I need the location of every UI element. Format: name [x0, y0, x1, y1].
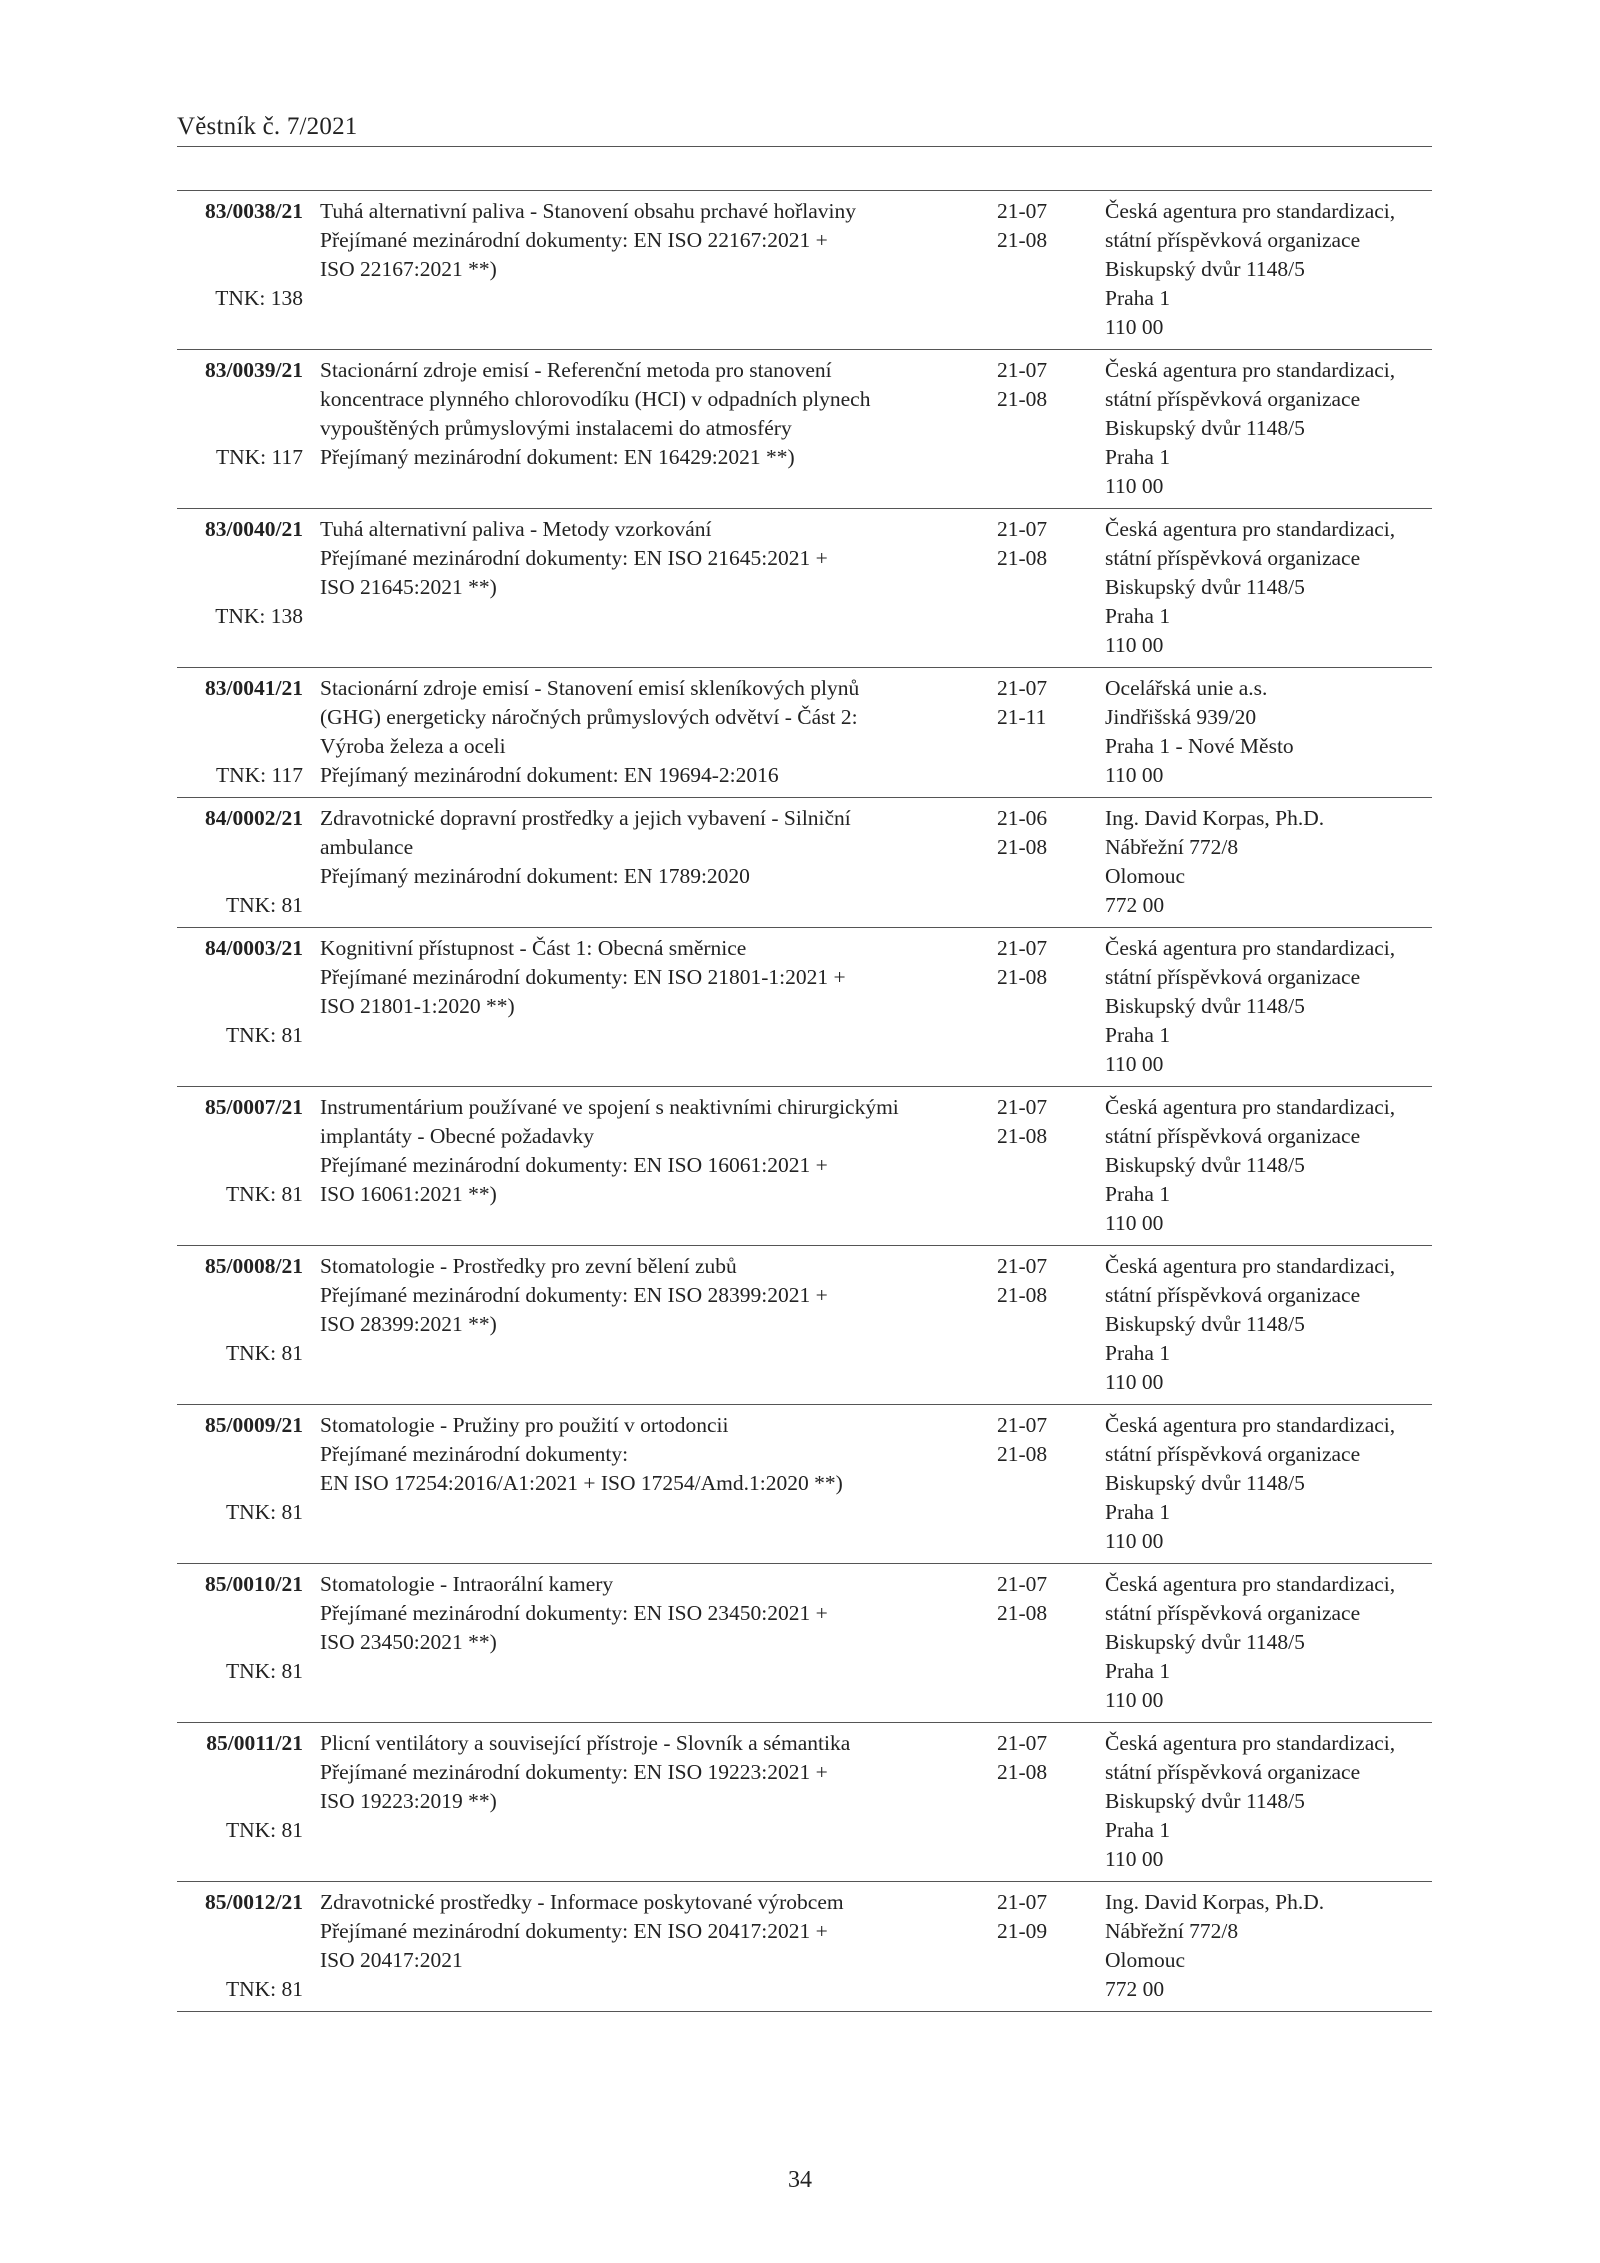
record-number: 85/0010/21	[205, 1572, 303, 1596]
tnk-label: TNK: 81	[225, 1977, 303, 2001]
table-row	[177, 668, 1432, 798]
title-line: Přejímané mezinárodní dokumenty: EN ISO 28399:2021 +	[320, 1283, 828, 1307]
tnk-label: TNK: 81	[225, 1818, 303, 1842]
record-title-cell	[320, 515, 1000, 602]
record-org-cell	[1105, 1411, 1435, 1556]
title-line: Přejímané mezinárodní dokumenty: EN ISO 23450:2021 +	[320, 1601, 828, 1625]
record-id-cell	[177, 1411, 303, 1556]
table-row	[177, 1246, 1432, 1405]
record-dates-cell	[997, 356, 1077, 414]
title-line: Tuhá alternativní paliva - Stanovení obsahu prchavé hořlaviny	[320, 199, 856, 223]
title-line: Zdravotnické dopravní prostředky a jejich vybavení - Silniční	[320, 806, 851, 830]
tnk-label: TNK: 81	[225, 893, 303, 917]
date-code: 21-07	[997, 517, 1048, 541]
record-id-cell	[177, 515, 303, 660]
org-line: Česká agentura pro standardizaci,	[1105, 1254, 1396, 1278]
org-line: Olomouc	[1105, 864, 1186, 888]
org-line: Praha 1	[1105, 1023, 1171, 1047]
org-line: Česká agentura pro standardizaci,	[1105, 1572, 1396, 1596]
date-code: 21-07	[997, 1731, 1048, 1755]
org-line: státní příspěvková organizace	[1105, 1760, 1361, 1784]
record-dates-cell	[997, 1729, 1077, 1787]
org-line: Praha 1	[1105, 1818, 1171, 1842]
record-number: 83/0039/21	[205, 358, 303, 382]
title-line: Přejímaný mezinárodní dokument: EN 16429:2021 **)	[320, 445, 795, 469]
title-line: Stomatologie - Prostředky pro zevní bělení zubů	[320, 1254, 737, 1278]
record-title-cell	[320, 1252, 1000, 1339]
table-row	[177, 191, 1432, 350]
tnk-label: TNK: 117	[216, 763, 303, 787]
date-code: 21-08	[997, 1283, 1048, 1307]
date-code: 21-08	[997, 965, 1048, 989]
title-line: Přejímané mezinárodní dokumenty: EN ISO 21801-1:2021 +	[320, 965, 846, 989]
title-line: Tuhá alternativní paliva - Metody vzorkování	[320, 517, 712, 541]
date-code: 21-07	[997, 199, 1048, 223]
table-row	[177, 1882, 1432, 2012]
date-code: 21-07	[997, 936, 1048, 960]
header-divider	[177, 146, 1432, 147]
title-line: Přejímané mezinárodní dokumenty: EN ISO 21645:2021 +	[320, 546, 828, 570]
title-line: ISO 19223:2019 **)	[320, 1789, 497, 1813]
date-code: 21-08	[997, 835, 1048, 859]
org-line: 110 00	[1105, 1688, 1164, 1712]
org-line: Praha 1	[1105, 1500, 1171, 1524]
record-dates-cell	[997, 1252, 1077, 1310]
org-line: státní příspěvková organizace	[1105, 1442, 1361, 1466]
date-code: 21-08	[997, 1124, 1048, 1148]
org-line: Ing. David Korpas, Ph.D.	[1105, 806, 1325, 830]
record-org-cell	[1105, 674, 1435, 790]
table-row	[177, 1405, 1432, 1564]
org-line: státní příspěvková organizace	[1105, 228, 1361, 252]
record-number: 83/0041/21	[205, 676, 303, 700]
org-line: Biskupský dvůr 1148/5	[1105, 416, 1305, 440]
org-line: Biskupský dvůr 1148/5	[1105, 257, 1305, 281]
record-number: 85/0011/21	[206, 1731, 303, 1755]
org-line: Česká agentura pro standardizaci,	[1105, 358, 1396, 382]
standards-table	[177, 190, 1432, 2012]
org-line: 110 00	[1105, 1052, 1164, 1076]
record-number: 85/0008/21	[205, 1254, 303, 1278]
org-line: 110 00	[1105, 1529, 1164, 1553]
title-line: ISO 22167:2021 **)	[320, 257, 497, 281]
record-dates-cell	[997, 1093, 1077, 1151]
title-line: vypouštěných průmyslovými instalacemi do atmosféry	[320, 416, 792, 440]
org-line: Biskupský dvůr 1148/5	[1105, 1630, 1305, 1654]
date-code: 21-08	[997, 546, 1048, 570]
org-line: státní příspěvková organizace	[1105, 1283, 1361, 1307]
date-code: 21-08	[997, 1442, 1048, 1466]
date-code: 21-07	[997, 1572, 1048, 1596]
tnk-label: TNK: 138	[215, 286, 303, 310]
record-dates-cell	[997, 1888, 1077, 1946]
title-line: (GHG) energeticky náročných průmyslových odvětví - Část 2:	[320, 705, 858, 729]
table-row	[177, 928, 1432, 1087]
org-line: Biskupský dvůr 1148/5	[1105, 1789, 1305, 1813]
date-code: 21-07	[997, 1890, 1048, 1914]
title-line: Stomatologie - Pružiny pro použití v ortodoncii	[320, 1413, 729, 1437]
record-id-cell	[177, 1729, 303, 1874]
record-title-cell	[320, 804, 1000, 891]
title-line: Přejímané mezinárodní dokumenty: EN ISO 22167:2021 +	[320, 228, 828, 252]
record-id-cell	[177, 674, 303, 790]
org-line: Česká agentura pro standardizaci,	[1105, 517, 1396, 541]
date-code: 21-09	[997, 1919, 1048, 1943]
record-title-cell	[320, 1729, 1000, 1816]
record-org-cell	[1105, 356, 1435, 501]
org-line: Praha 1	[1105, 1182, 1171, 1206]
date-code: 21-07	[997, 676, 1048, 700]
tnk-label: TNK: 138	[215, 604, 303, 628]
org-line: státní příspěvková organizace	[1105, 1124, 1361, 1148]
record-org-cell	[1105, 1888, 1435, 2004]
record-number: 84/0002/21	[205, 806, 303, 830]
tnk-label: TNK: 81	[225, 1023, 303, 1047]
org-line: Česká agentura pro standardizaci,	[1105, 199, 1396, 223]
table-row	[177, 1087, 1432, 1246]
org-line: státní příspěvková organizace	[1105, 546, 1361, 570]
tnk-label: TNK: 81	[225, 1500, 303, 1524]
record-number: 83/0038/21	[205, 199, 303, 223]
record-org-cell	[1105, 1252, 1435, 1397]
record-org-cell	[1105, 804, 1435, 920]
title-line: Plicní ventilátory a související přístroje - Slovník a sémantika	[320, 1731, 851, 1755]
record-org-cell	[1105, 515, 1435, 660]
record-title-cell	[320, 197, 1000, 284]
org-line: Praha 1 - Nové Město	[1105, 734, 1294, 758]
org-line: státní příspěvková organizace	[1105, 387, 1361, 411]
record-id-cell	[177, 1888, 303, 2004]
org-line: státní příspěvková organizace	[1105, 965, 1361, 989]
record-dates-cell	[997, 1570, 1077, 1628]
record-title-cell	[320, 674, 1000, 790]
title-line: ISO 21801-1:2020 **)	[320, 994, 515, 1018]
org-line: 110 00	[1105, 1370, 1164, 1394]
record-org-cell	[1105, 1729, 1435, 1874]
record-title-cell	[320, 356, 1000, 472]
org-line: Ocelářská unie a.s.	[1105, 676, 1268, 700]
org-line: Biskupský dvůr 1148/5	[1105, 994, 1305, 1018]
title-line: ambulance	[320, 835, 414, 859]
date-code: 21-07	[997, 1413, 1048, 1437]
date-code: 21-08	[997, 1760, 1048, 1784]
title-line: Přejímané mezinárodní dokumenty: EN ISO 19223:2021 +	[320, 1760, 828, 1784]
record-id-cell	[177, 804, 303, 920]
record-title-cell	[320, 1570, 1000, 1657]
org-line: Biskupský dvůr 1148/5	[1105, 1471, 1305, 1495]
title-line: Stacionární zdroje emisí - Referenční metoda pro stanovení	[320, 358, 832, 382]
record-dates-cell	[997, 1411, 1077, 1469]
title-line: Stacionární zdroje emisí - Stanovení emisí skleníkových plynů	[320, 676, 860, 700]
org-line: 772 00	[1105, 1977, 1165, 2001]
tnk-label: TNK: 117	[216, 445, 303, 469]
org-line: Praha 1	[1105, 1341, 1171, 1365]
org-line: Praha 1	[1105, 1659, 1171, 1683]
title-line: Přejímané mezinárodní dokumenty: EN ISO 20417:2021 +	[320, 1919, 828, 1943]
record-id-cell	[177, 1252, 303, 1397]
org-line: Biskupský dvůr 1148/5	[1105, 1312, 1305, 1336]
record-number: 85/0009/21	[205, 1413, 303, 1437]
title-line: ISO 21645:2021 **)	[320, 575, 497, 599]
tnk-label: TNK: 81	[225, 1182, 303, 1206]
record-number: 85/0012/21	[205, 1890, 303, 1914]
title-line: Instrumentárium používané ve spojení s neaktivními chirurgickými	[320, 1095, 899, 1119]
record-id-cell	[177, 197, 303, 342]
org-line: Biskupský dvůr 1148/5	[1105, 1153, 1305, 1177]
page-header-title: Věstník č. 7/2021	[177, 113, 358, 140]
org-line: Česká agentura pro standardizaci,	[1105, 1731, 1396, 1755]
date-code: 21-06	[997, 806, 1048, 830]
record-title-cell	[320, 1093, 1000, 1209]
org-line: 110 00	[1105, 1211, 1164, 1235]
record-dates-cell	[997, 197, 1077, 255]
record-dates-cell	[997, 674, 1077, 732]
record-dates-cell	[997, 934, 1077, 992]
org-line: 772 00	[1105, 893, 1165, 917]
date-code: 21-11	[997, 705, 1047, 729]
org-line: Nábřežní 772/8	[1105, 835, 1239, 859]
title-line: implantáty - Obecné požadavky	[320, 1124, 595, 1148]
title-line: Kognitivní přístupnost - Část 1: Obecná směrnice	[320, 936, 747, 960]
tnk-label: TNK: 81	[225, 1341, 303, 1365]
record-id-cell	[177, 1570, 303, 1715]
date-code: 21-07	[997, 1254, 1048, 1278]
title-line: Přejímaný mezinárodní dokument: EN 19694-2:2016	[320, 763, 779, 787]
org-line: Biskupský dvůr 1148/5	[1105, 575, 1305, 599]
date-code: 21-08	[997, 228, 1048, 252]
record-title-cell	[320, 1888, 1000, 1975]
record-number: 84/0003/21	[205, 936, 303, 960]
org-line: 110 00	[1105, 633, 1164, 657]
title-line: Přejímaný mezinárodní dokument: EN 1789:2020	[320, 864, 750, 888]
title-line: Výroba železa a oceli	[320, 734, 506, 758]
org-line: Praha 1	[1105, 604, 1171, 628]
table-row	[177, 798, 1432, 928]
date-code: 21-07	[997, 358, 1048, 382]
title-line: ISO 20417:2021	[320, 1948, 463, 1972]
table-row	[177, 1564, 1432, 1723]
org-line: Ing. David Korpas, Ph.D.	[1105, 1890, 1325, 1914]
title-line: koncentrace plynného chlorovodíku (HCI) v odpadních plynech	[320, 387, 871, 411]
record-title-cell	[320, 934, 1000, 1021]
tnk-label: TNK: 81	[225, 1659, 303, 1683]
org-line: Česká agentura pro standardizaci,	[1105, 1095, 1396, 1119]
title-line: ISO 16061:2021 **)	[320, 1182, 497, 1206]
page-number: 34	[788, 2167, 812, 2193]
title-line: Stomatologie - Intraorální kamery	[320, 1572, 614, 1596]
record-id-cell	[177, 356, 303, 501]
title-line: Zdravotnické prostředky - Informace poskytované výrobcem	[320, 1890, 844, 1914]
org-line: Olomouc	[1105, 1948, 1186, 1972]
org-line: Praha 1	[1105, 445, 1171, 469]
org-line: Jindřišská 939/20	[1105, 705, 1257, 729]
title-line: Přejímané mezinárodní dokumenty:	[320, 1442, 629, 1466]
record-id-cell	[177, 1093, 303, 1238]
title-line: EN ISO 17254:2016/A1:2021 + ISO 17254/Amd.1:2020 **)	[320, 1471, 843, 1495]
record-id-cell	[177, 934, 303, 1079]
org-line: státní příspěvková organizace	[1105, 1601, 1361, 1625]
record-org-cell	[1105, 1093, 1435, 1238]
record-dates-cell	[997, 804, 1077, 862]
org-line: Nábřežní 772/8	[1105, 1919, 1239, 1943]
record-number: 83/0040/21	[205, 517, 303, 541]
title-line: ISO 23450:2021 **)	[320, 1630, 497, 1654]
record-number: 85/0007/21	[205, 1095, 303, 1119]
record-dates-cell	[997, 515, 1077, 573]
date-code: 21-08	[997, 1601, 1048, 1625]
org-line: Česká agentura pro standardizaci,	[1105, 936, 1396, 960]
org-line: 110 00	[1105, 763, 1164, 787]
record-title-cell	[320, 1411, 1000, 1498]
org-line: 110 00	[1105, 315, 1164, 339]
date-code: 21-08	[997, 387, 1048, 411]
table-row	[177, 509, 1432, 668]
record-org-cell	[1105, 1570, 1435, 1715]
record-org-cell	[1105, 197, 1435, 342]
title-line: Přejímané mezinárodní dokumenty: EN ISO 16061:2021 +	[320, 1153, 828, 1177]
table-row	[177, 350, 1432, 509]
record-org-cell	[1105, 934, 1435, 1079]
org-line: 110 00	[1105, 1847, 1164, 1871]
title-line: ISO 28399:2021 **)	[320, 1312, 497, 1336]
org-line: 110 00	[1105, 474, 1164, 498]
org-line: Praha 1	[1105, 286, 1171, 310]
table-row	[177, 1723, 1432, 1882]
org-line: Česká agentura pro standardizaci,	[1105, 1413, 1396, 1437]
date-code: 21-07	[997, 1095, 1048, 1119]
